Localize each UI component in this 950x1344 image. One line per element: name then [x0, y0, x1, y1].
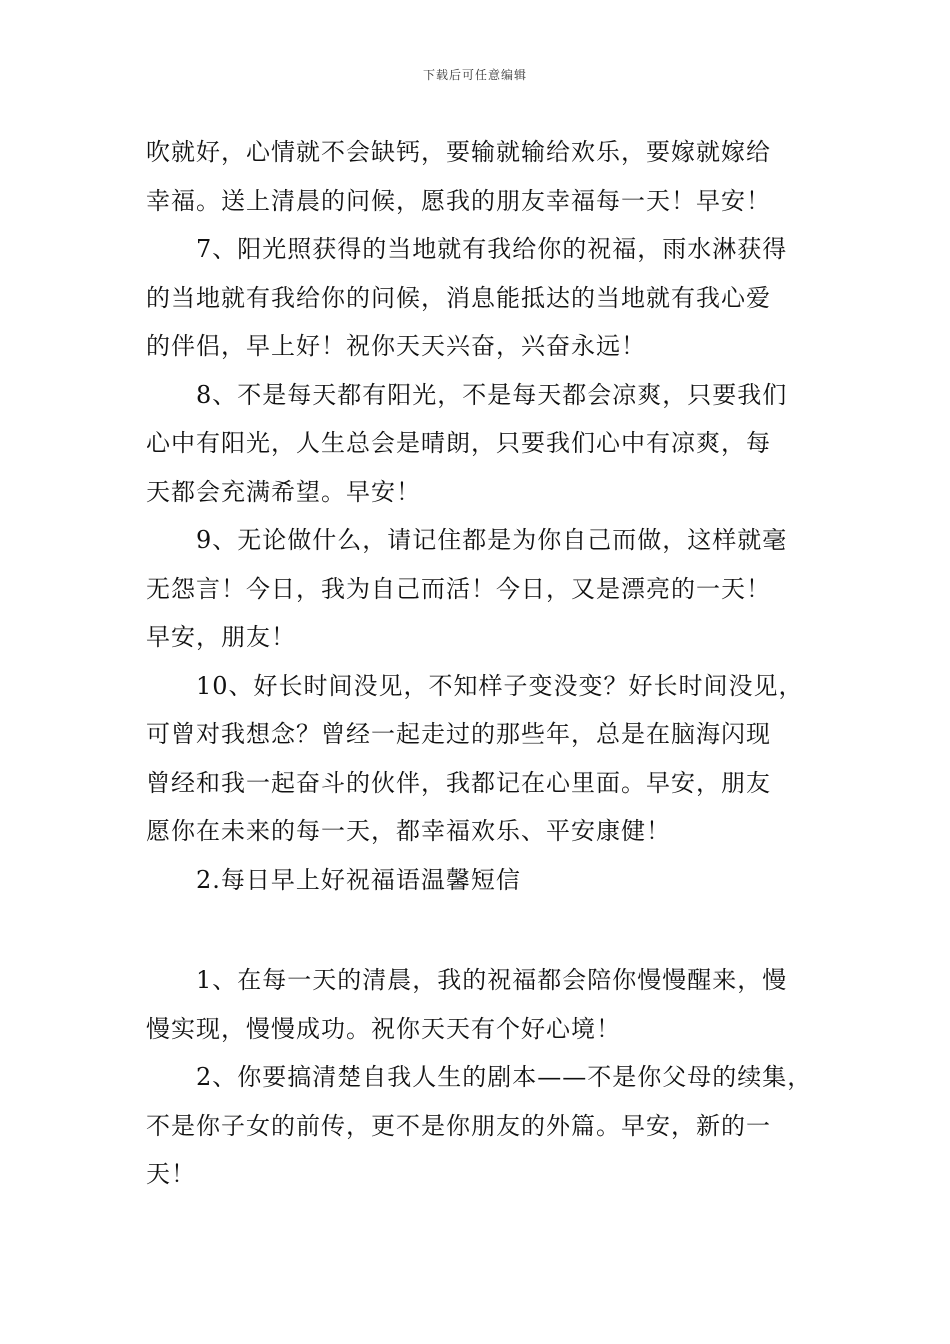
text-line: 慢实现，慢慢成功。祝你天天有个好心境！ [146, 1014, 621, 1043]
text-line: 曾经和我一起奋斗的伙伴，我都记在心里面。早安，朋友 [146, 768, 771, 797]
paragraph-item-7 [146, 225, 806, 371]
paragraph-item-9 [146, 516, 806, 662]
text-line: 幸福。送上清晨的问候，愿我的朋友幸福每一天！早安！ [146, 186, 771, 215]
text-line: 的伴侣，早上好！祝你天天兴奋，兴奋永远！ [146, 332, 646, 360]
text-line: 愿你在未来的每一天，都幸福欢乐、平安康健！ [146, 817, 671, 845]
paragraph-section-item-1 [146, 956, 806, 1053]
text-line: 的当地就有我给你的问候，消息能抵达的当地就有我心爱 [146, 283, 771, 312]
text-line: 9、无论做什么，请记住都是为你自己而做，这样就毫 [196, 526, 788, 554]
text-line: 2、你要搞清楚自我人生的剧本——不是你父母的续集， [196, 1063, 813, 1091]
text-line: 早安，朋友！ [146, 623, 296, 651]
text-line: 7、阳光照获得的当地就有我给你的祝福，雨水淋获得 [196, 235, 788, 263]
text-line: 不是你子女的前传，更不是你朋友的外篇。早安，新的一 [146, 1111, 771, 1140]
text-line: 1、在每一天的清晨，我的祝福都会陪你慢慢醒来，慢 [196, 966, 788, 994]
text-line: 吹就好，心情就不会缺钙，要输就输给欢乐，要嫁就嫁给 [146, 138, 771, 166]
paragraph-section-item-2 [146, 1053, 813, 1199]
section-heading [146, 856, 806, 905]
document-body [146, 128, 813, 1199]
text-line: 心中有阳光，人生总会是晴朗，只要我们心中有凉爽，每 [146, 429, 771, 457]
paragraph-item-10 [146, 662, 806, 856]
text-line: 可曾对我想念？曾经一起走过的那些年，总是在脑海闪现 [146, 720, 771, 748]
text-line: 天！ [146, 1160, 196, 1188]
text-line: 天都会充满希望。早安！ [146, 477, 421, 506]
section-heading-text: 2.每日早上好祝福语温馨短信 [196, 865, 521, 894]
blank-gap [146, 904, 806, 956]
text-line: 8、不是每天都有阳光，不是每天都会凉爽，只要我们 [196, 380, 788, 409]
text-line: 10、好长时间没见，不知样子变没变？好长时间没见， [196, 671, 804, 700]
page-header: 下载后可任意编辑 [422, 68, 527, 82]
paragraph-continuation [146, 128, 806, 225]
text-line: 无怨言！今日，我为自己而活！今日，又是漂亮的一天！ [146, 574, 771, 603]
paragraph-item-8 [146, 371, 806, 517]
